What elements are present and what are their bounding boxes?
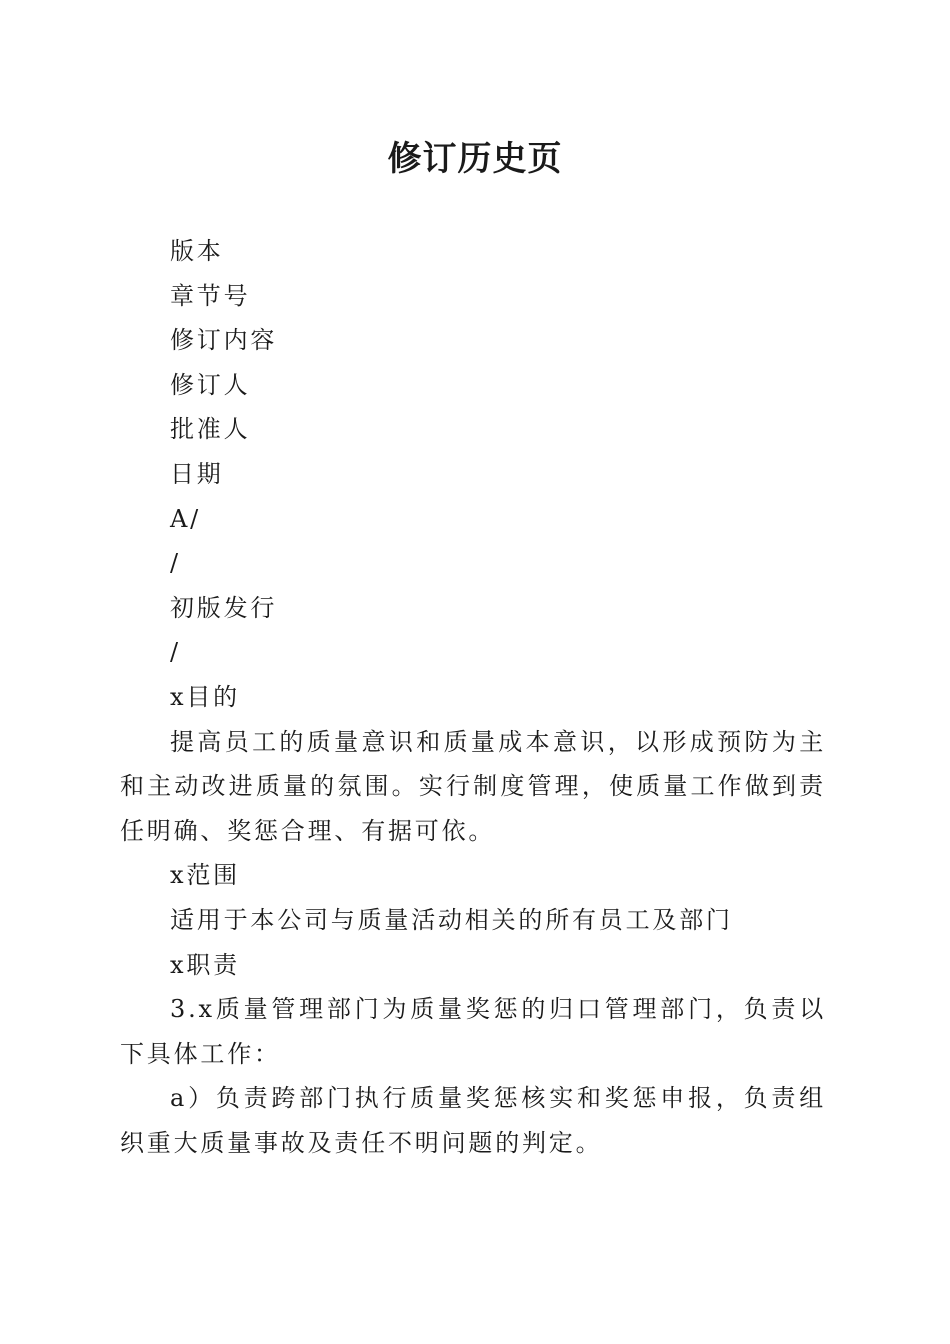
table-cell-reviser: /	[170, 638, 181, 667]
responsibility-paragraph: 3.x质量管理部门为质量奖惩的归口管理部门，负责以下具体工作：	[120, 995, 826, 1068]
table-cell-content: 初版发行	[170, 593, 278, 622]
scope-paragraph: 适用于本公司与质量活动相关的所有员工及部门	[170, 905, 733, 934]
purpose-paragraph: 提高员工的质量意识和质量成本意识，以形成预防为主和主动改进质量的氛围。实行制度管理，使质量工作做到责任明确、奖惩合理、有据可依。	[120, 727, 826, 845]
table-header-version: 版本	[170, 237, 224, 265]
table-header-section: 章节号	[170, 281, 251, 310]
section-heading-scope: x范围	[170, 861, 240, 890]
section-heading-responsibility: x职责	[170, 950, 240, 979]
table-header-content: 修订内容	[170, 326, 278, 355]
table-header-approver: 批准人	[170, 415, 251, 444]
section-heading-purpose: x目的	[170, 682, 240, 711]
table-header-date: 日期	[170, 459, 224, 488]
page-title: 修订历史页	[387, 139, 563, 179]
table-cell-version: A/	[170, 504, 202, 533]
responsibility-item-a: a）负责跨部门执行质量奖惩核实和奖惩申报，负责组织重大质量事故及责任不明问题的判定。	[120, 1084, 826, 1157]
document-body	[120, 229, 826, 1165]
table-cell-section: /	[170, 549, 181, 578]
table-header-reviser: 修订人	[170, 370, 251, 399]
